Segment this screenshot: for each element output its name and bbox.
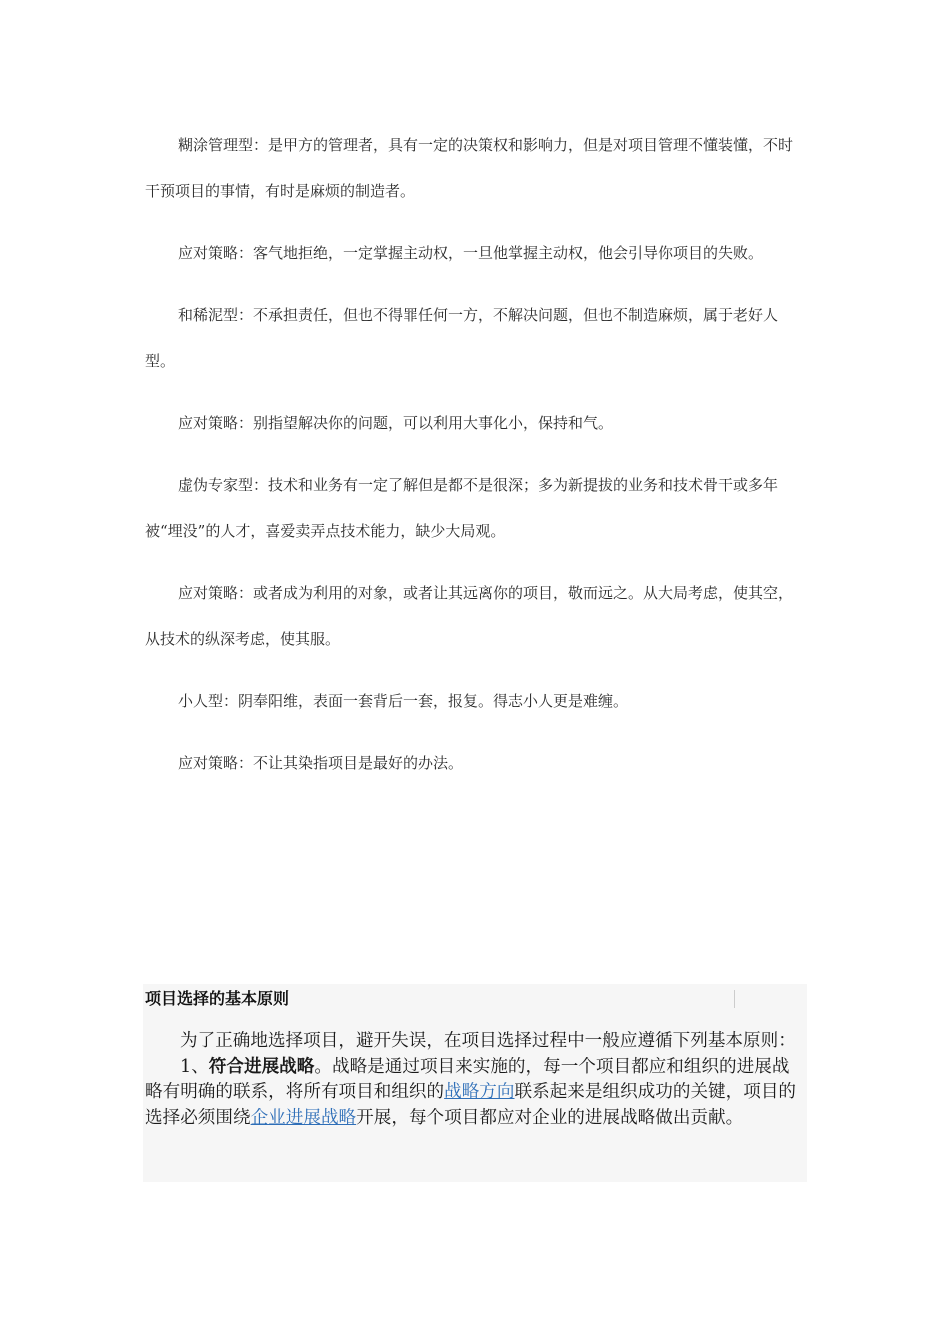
principle-number: 1、 — [180, 1056, 209, 1077]
paragraph-strategy-4: 应对策略：不让其染指项目是最好的办法。 — [178, 754, 464, 772]
paragraph-muddled-manager: 糊涂管理型：是甲方的管理者，具有一定的决策权和影响力，但是对项目管理不懂装懂，不时干预项目的事情，有时是麻烦的制造者。 — [145, 136, 794, 200]
paragraph-petty-person: 小人型：阴奉阳维，表面一套背后一套，报复。得志小人更是难缠。 — [178, 692, 629, 710]
principle-item-1 — [145, 1055, 803, 1132]
principle-text-a: 。战略是通过项目来实施的，每一个项目都应和组织的进展战略有明确的联系，将所有项目和组织的 — [145, 1056, 790, 1102]
section-body — [145, 1029, 803, 1131]
principle-heading: 符合进展战略 — [208, 1056, 315, 1077]
paragraph-false-expert: 虚伪专家型：技术和业务有一定了解但是都不是很深；多为新提拔的业务和技术骨干或多年被“埋没”的人才，喜爱卖弄点技术能力，缺少大局观。 — [145, 476, 779, 540]
paragraph-peacemaker: 和稀泥型：不承担责任，但也不得罪任何一方，不解决问题，但也不制造麻烦，属于老好人型。 — [145, 306, 779, 370]
principle-text-b: 联系起来是组织成功的关键，项目的选择必须围绕 — [145, 1082, 797, 1128]
strategy-direction-link[interactable]: 战略方向 — [444, 1082, 515, 1102]
section-title: 项目选择的基本原则 — [145, 989, 290, 1008]
enterprise-strategy-link[interactable]: 企业进展战略 — [250, 1107, 357, 1128]
paragraph-strategy-1: 应对策略：客气地拒绝，一定掌握主动权，一旦他掌握主动权，他会引导你项目的失败。 — [178, 244, 764, 262]
stakeholder-types-section — [145, 122, 805, 802]
paragraph-strategy-3: 应对策略：或者成为利用的对象，或者让其远离你的项目，敬而远之。从大局考虑，使其空，从技术的纵深考虑，使其服。 — [145, 584, 794, 648]
section-intro: 为了正确地选择项目，避开失误，在项目选择过程中一般应遵循下列基本原则： — [180, 1031, 796, 1051]
paragraph-strategy-2: 应对策略：别指望解决你的问题，可以利用大事化小，保持和气。 — [178, 414, 614, 432]
divider-mark — [734, 990, 735, 1008]
principle-text-c: 开展，每个项目都应对企业的进展战略做出贡献。 — [356, 1107, 744, 1128]
selection-principles-box — [143, 984, 807, 1182]
